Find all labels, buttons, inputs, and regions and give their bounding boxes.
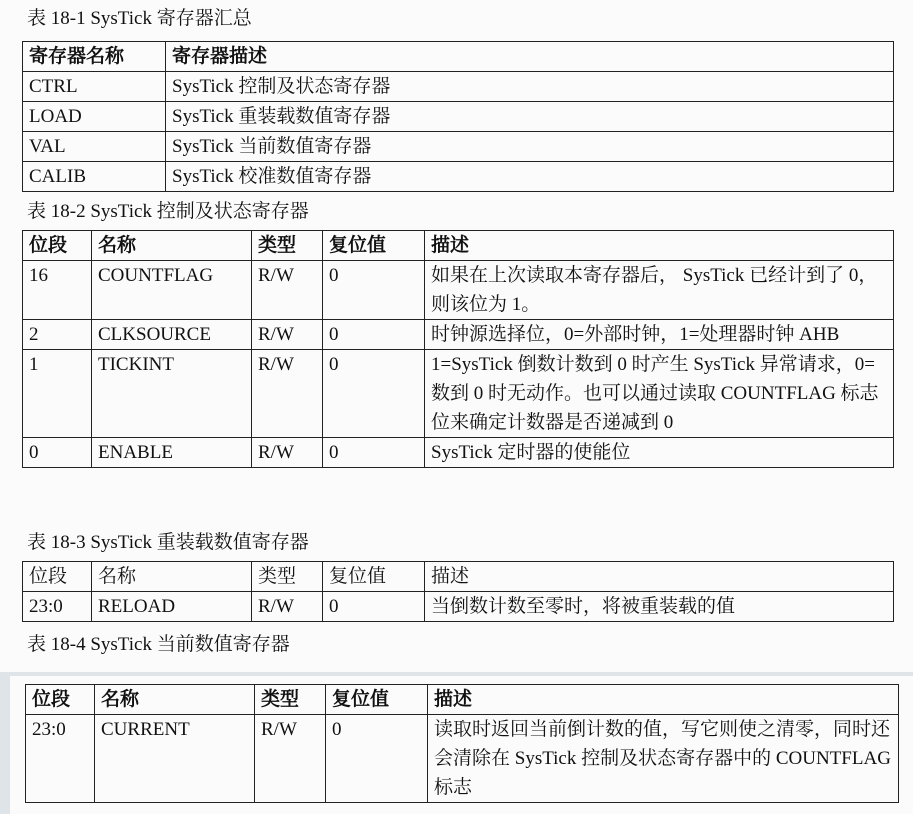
table-header-row [26, 685, 899, 715]
register-desc: SysTick 重装载数值寄存器 [166, 102, 894, 132]
register-name: CALIB [23, 162, 166, 192]
bit-field: 2 [23, 320, 92, 350]
field-name: RELOAD [92, 592, 252, 622]
field-type: R/W [252, 261, 323, 320]
field-type: R/W [252, 592, 323, 622]
register-name: LOAD [23, 102, 166, 132]
table-row [23, 132, 894, 162]
register-desc: SysTick 当前数值寄存器 [166, 132, 894, 162]
table-row [23, 162, 894, 192]
field-name: TICKINT [92, 350, 252, 438]
field-name: CURRENT [95, 715, 255, 803]
field-desc: SysTick 定时器的使能位 [425, 438, 894, 468]
table-row [23, 320, 894, 350]
field-type: R/W [252, 320, 323, 350]
load-register-table [22, 561, 894, 622]
field-reset: 0 [323, 320, 425, 350]
field-desc: 当倒数计数至零时，将被重装载的值 [425, 592, 894, 622]
table-1-caption: 表 18-1 SysTick 寄存器汇总 [27, 8, 252, 29]
table-row [23, 592, 894, 622]
header-desc: 描述 [425, 562, 894, 592]
ctrl-register-table [22, 230, 894, 468]
header-reset: 复位值 [323, 562, 425, 592]
field-reset: 0 [323, 261, 425, 320]
field-type: R/W [252, 438, 323, 468]
header-reset: 复位值 [326, 685, 428, 715]
val-register-table [25, 684, 899, 803]
field-desc: 时钟源选择位，0=外部时钟，1=处理器时钟 AHB [425, 320, 894, 350]
header-register-desc: 寄存器描述 [166, 42, 894, 72]
field-reset: 0 [326, 715, 428, 803]
field-desc: 读取时返回当前倒计数的值，写它则使之清零，同时还会清除在 SysTick 控制及状态寄存器中的 COUNTFLAG 标志 [428, 715, 899, 803]
table-row [23, 438, 894, 468]
field-reset: 0 [323, 592, 425, 622]
register-desc: SysTick 校准数值寄存器 [166, 162, 894, 192]
header-register-name: 寄存器名称 [23, 42, 166, 72]
table-header-row [23, 231, 894, 261]
table-2-caption: 表 18-2 SysTick 控制及状态寄存器 [27, 201, 309, 222]
table-4-caption: 表 18-4 SysTick 当前数值寄存器 [27, 634, 290, 655]
bit-field: 23:0 [26, 715, 95, 803]
header-type: 类型 [255, 685, 326, 715]
table-row [23, 350, 894, 438]
header-reset: 复位值 [323, 231, 425, 261]
field-name: ENABLE [92, 438, 252, 468]
header-bits: 位段 [23, 231, 92, 261]
bit-field: 23:0 [23, 592, 92, 622]
table-header-row [23, 562, 894, 592]
field-name: CLKSOURCE [92, 320, 252, 350]
bit-field: 1 [23, 350, 92, 438]
table-3-caption: 表 18-3 SysTick 重装载数值寄存器 [27, 532, 309, 553]
field-name: COUNTFLAG [92, 261, 252, 320]
header-desc: 描述 [425, 231, 894, 261]
field-type: R/W [252, 350, 323, 438]
register-summary-table [22, 41, 894, 192]
document-page-fragment [10, 676, 913, 814]
header-type: 类型 [252, 231, 323, 261]
table-row [23, 102, 894, 132]
register-name: CTRL [23, 72, 166, 102]
table-header-row [23, 42, 894, 72]
table-row [23, 72, 894, 102]
field-desc: 如果在上次读取本寄存器后， SysTick 已经计到了 0，则该位为 1。 [425, 261, 894, 320]
field-type: R/W [255, 715, 326, 803]
field-desc: 1=SysTick 倒数计数到 0 时产生 SysTick 异常请求，0=数到 0 时无动作。也可以通过读取 COUNTFLAG 标志位来确定计数器是否递减到 0 [425, 350, 894, 438]
register-name: VAL [23, 132, 166, 162]
field-reset: 0 [323, 350, 425, 438]
register-desc: SysTick 控制及状态寄存器 [166, 72, 894, 102]
table-row [26, 715, 899, 803]
header-name: 名称 [95, 685, 255, 715]
header-name: 名称 [92, 231, 252, 261]
header-bits: 位段 [26, 685, 95, 715]
field-reset: 0 [323, 438, 425, 468]
header-type: 类型 [252, 562, 323, 592]
bit-field: 0 [23, 438, 92, 468]
bit-field: 16 [23, 261, 92, 320]
table-row [23, 261, 894, 320]
header-name: 名称 [92, 562, 252, 592]
header-bits: 位段 [23, 562, 92, 592]
header-desc: 描述 [428, 685, 899, 715]
